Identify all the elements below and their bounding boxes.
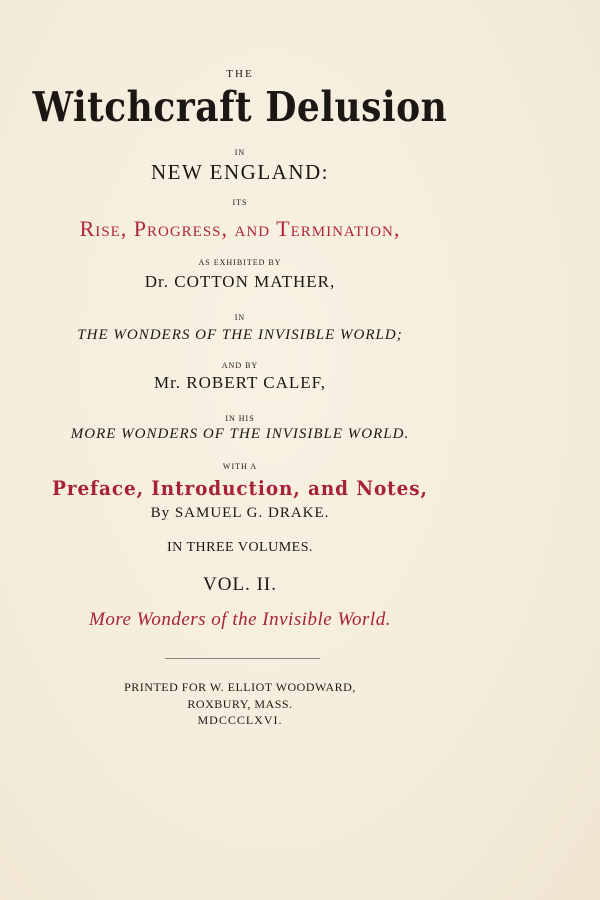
volume-title: More Wonders of the Invisible World.	[89, 609, 391, 630]
with-a: WITH A	[222, 462, 258, 471]
imprint-printer: PRINTED FOR W. ELLIOT WOODWARD,	[124, 680, 356, 694]
author-calef: Mr. ROBERT CALEF,	[153, 373, 327, 392]
work-title-2: MORE WONDERS OF THE INVISIBLE WORLD.	[70, 426, 410, 442]
in-his: IN HIS	[225, 414, 255, 423]
and-by: AND BY	[221, 361, 259, 370]
volume-number: VOL. II.	[203, 574, 277, 595]
editor-line: By SAMUEL G. DRAKE.	[150, 505, 330, 521]
imprint-location: ROXBURY, MASS.	[187, 697, 293, 711]
the-word: THE	[226, 68, 254, 80]
subtitle: Rise, Progress, and Termination,	[79, 216, 401, 241]
imprint-year: MDCCCLXVI.	[197, 713, 283, 727]
volumes-line: IN THREE VOLUMES.	[166, 540, 314, 555]
exhibited-by: AS EXHIBITED BY	[198, 258, 282, 267]
divider-rule	[165, 658, 320, 659]
author-mather: Dr. COTTON MATHER,	[144, 272, 336, 291]
its-word: ITS	[232, 198, 248, 207]
main-title: Witchcraft Delusion	[32, 82, 448, 132]
in-word-2: IN	[234, 313, 246, 322]
place-name: NEW ENGLAND:	[150, 160, 329, 184]
work-title-1: THE WONDERS OF THE INVISIBLE WORLD;	[77, 327, 403, 343]
apparatus-line: Preface, Introduction, and Notes,	[52, 476, 428, 500]
in-word-1: IN	[234, 148, 246, 157]
